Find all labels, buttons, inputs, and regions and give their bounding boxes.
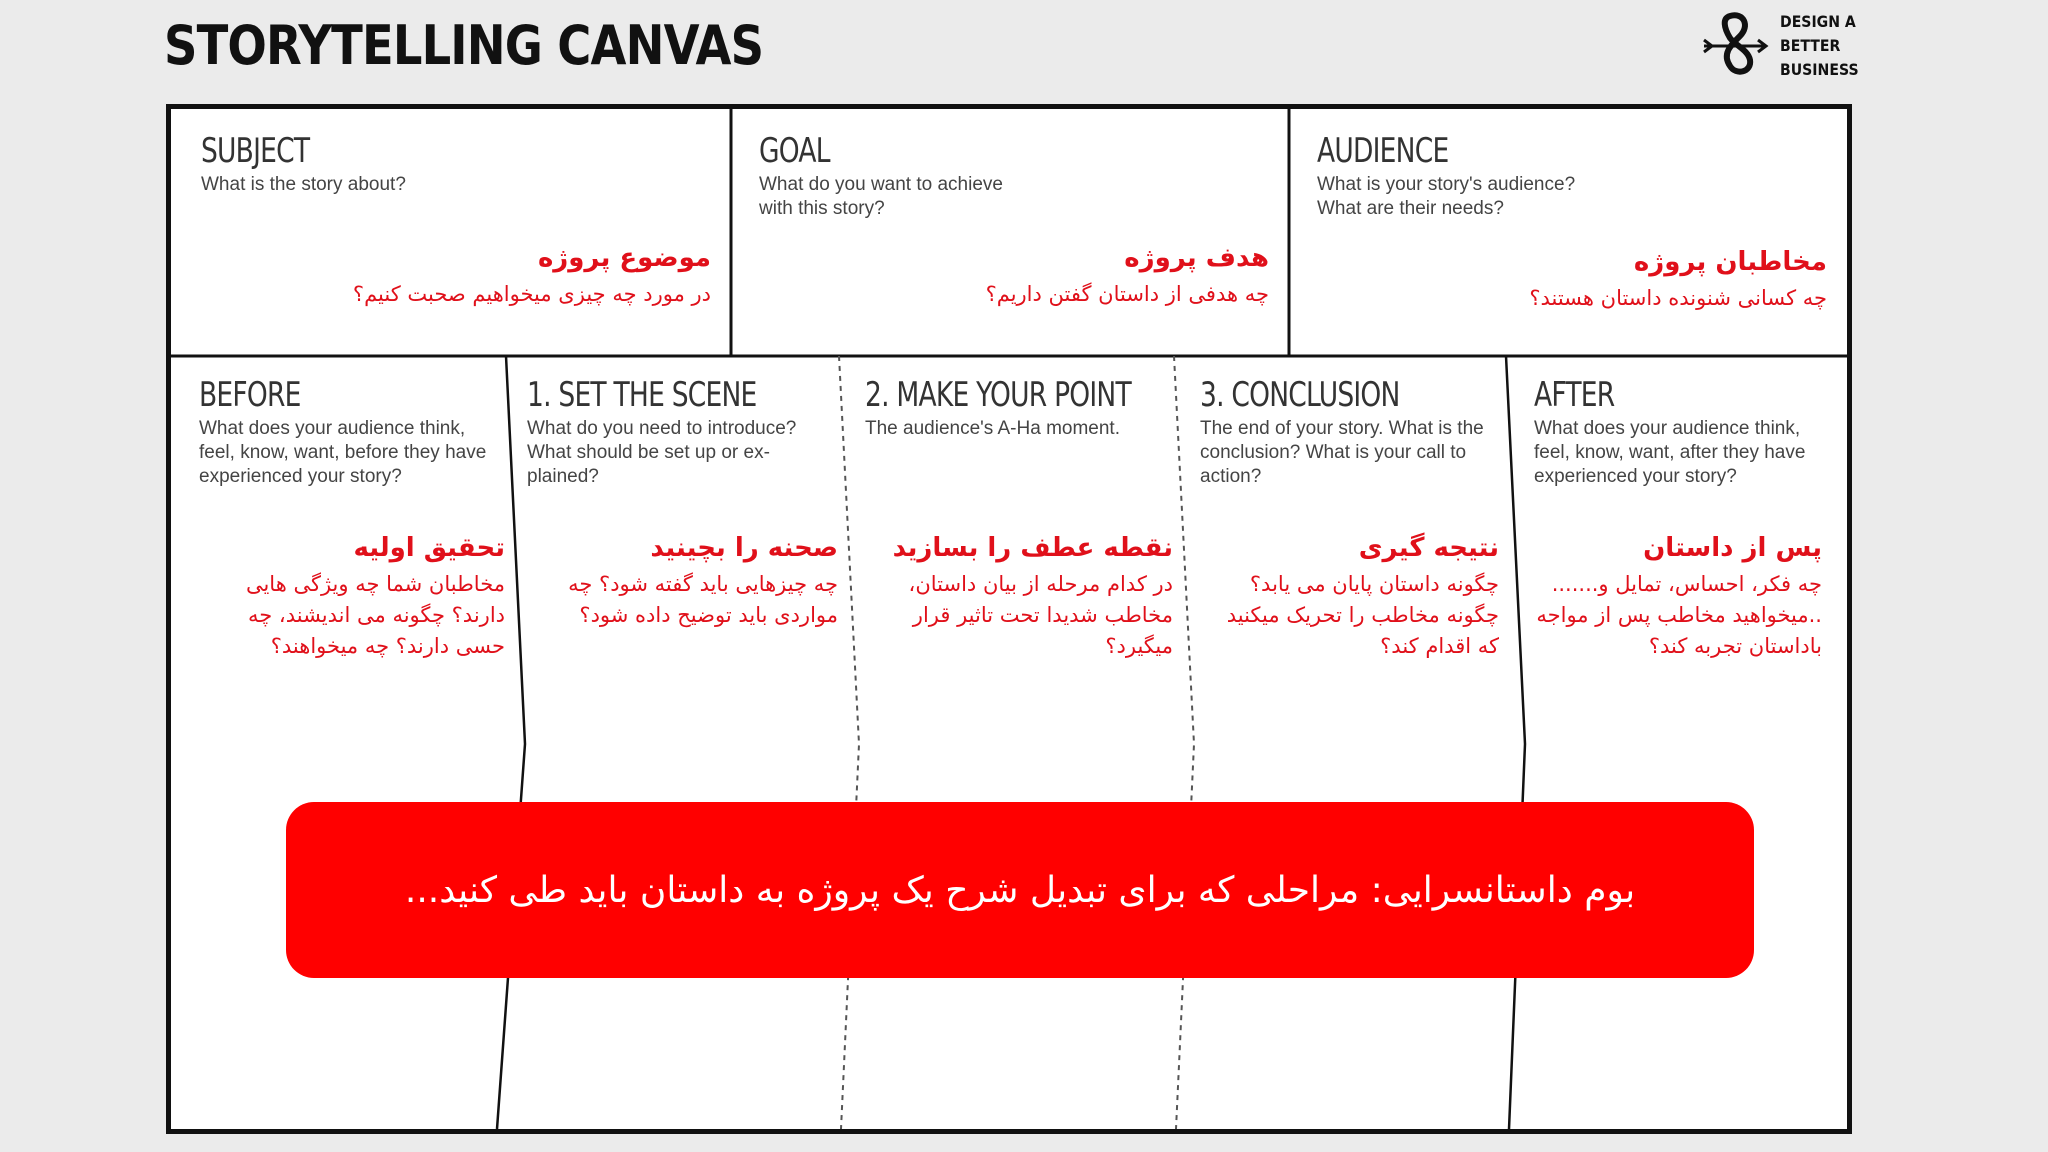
cell-heading: GOAL — [759, 131, 830, 171]
fa-body: چه هدفی از داستان گفتن داریم؟ — [985, 282, 1269, 306]
cell-question: What is the story about? — [201, 174, 406, 195]
fa-body: چگونه داستان پایان می یابد؟ چگونه مخاطب را تحریک میکنید که اقدام کند؟ — [1226, 572, 1499, 658]
cell-heading: 2. MAKE YOUR POINT — [865, 375, 1131, 415]
design-a-better-business-logo-icon — [1700, 10, 1770, 80]
logo-line-3: BUSINESS — [1780, 60, 1859, 79]
fa-title: صحنه را بچینید — [650, 533, 838, 563]
brand-logo — [1700, 10, 1860, 80]
cell-question: The end of your story. What is the conclusion? What is your call to action? — [1200, 418, 1484, 487]
cell-heading: BEFORE — [199, 375, 301, 415]
cell-question: What is your story's audience? What are their needs? — [1317, 174, 1576, 219]
page-title: STORYTELLING CANVAS — [164, 14, 764, 77]
fa-title: مخاطبان پروژه — [1633, 247, 1827, 277]
cell-subject-fa — [231, 241, 711, 310]
cell-conclusion — [1200, 375, 1500, 489]
cell-goal — [759, 131, 1029, 221]
fa-body: در مورد چه چیزی میخواهیم صحبت کنیم؟ — [352, 282, 711, 306]
fa-title: نقطه عطف را بسازید — [892, 533, 1173, 563]
fa-body: چه فکر، احساس، تمایل و....... ..میخواهید مخاطب پس از مواجه باداستان تجربه کند؟ — [1536, 572, 1822, 658]
cell-heading: AUDIENCE — [1317, 131, 1449, 171]
cell-goal-fa — [759, 241, 1269, 310]
caption-banner-text: بوم داستانسرایی: مراحلی که برای تبدیل شرح یک پروژه به داستان باید طی کنید... — [404, 869, 1636, 911]
brand-logo-text — [1780, 10, 1859, 82]
cell-after — [1534, 375, 1824, 489]
fa-title: تحقیق اولیه — [353, 533, 505, 563]
storytelling-canvas — [166, 104, 1852, 1134]
fa-title: پس از داستان — [1643, 533, 1822, 563]
fa-body: در کدام مرحله از بیان داستان، مخاطب شدیدا تحت تاثیر قرار میگیرد؟ — [908, 572, 1173, 658]
cell-heading: AFTER — [1534, 375, 1615, 415]
cell-heading: 1. SET THE SCENE — [527, 375, 757, 415]
cell-audience — [1317, 131, 1587, 221]
cell-heading: SUBJECT — [201, 131, 310, 171]
fa-body: چه چیزهایی باید گفته شود؟ چه مواردی باید توضیح داده شود؟ — [568, 572, 838, 627]
caption-banner — [286, 802, 1754, 978]
cell-set-the-scene — [527, 375, 822, 489]
cell-subject — [201, 131, 721, 197]
fa-title: موضوع پروژه — [537, 243, 711, 273]
cell-audience-fa — [1317, 245, 1827, 314]
cell-question: What do you want to achieve with this story? — [759, 174, 1003, 219]
logo-line-1: DESIGN A — [1780, 12, 1856, 31]
cell-question: What does your audience think, feel, know, want, before they have experienced your story? — [199, 418, 487, 487]
fa-body: مخاطبان شما چه ویژگی هایی دارند؟ چگونه می اندیشند، چه حسی دارند؟ چه میخواهند؟ — [245, 572, 505, 658]
cell-heading: 3. CONCLUSION — [1200, 375, 1400, 415]
cell-after-fa — [1527, 531, 1822, 662]
cell-question: What does your audience think, feel, know, want, after they have experienced your story? — [1534, 418, 1806, 487]
cell-before-fa — [221, 531, 505, 662]
fa-title: نتیجه گیری — [1358, 533, 1499, 563]
cell-question: The audience's A-Ha moment. — [865, 418, 1120, 439]
fa-body: چه کسانی شنونده داستان هستند؟ — [1529, 286, 1827, 310]
cell-conclusion-fa — [1205, 531, 1499, 662]
cell-make-your-point — [865, 375, 1175, 441]
cell-make-your-point-fa — [871, 531, 1173, 662]
cell-set-the-scene-fa — [541, 531, 838, 631]
cell-question: What do you need to introduce? What should be set up or ex-plained? — [527, 418, 797, 487]
cell-before — [199, 375, 504, 489]
logo-line-2: BETTER — [1780, 36, 1841, 55]
fa-title: هدف پروژه — [1124, 243, 1269, 273]
